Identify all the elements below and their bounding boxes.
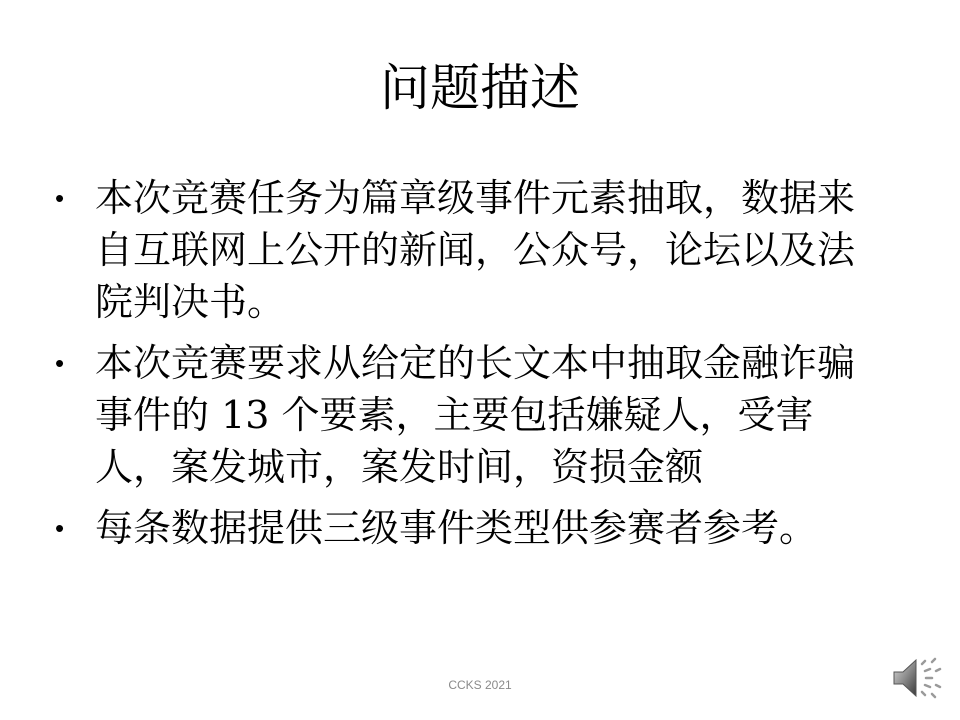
bullet-marker: •	[55, 513, 65, 543]
slide-footer: CCKS 2021	[448, 678, 512, 692]
bullet-text: 本次竞赛任务为篇章级事件元素抽取，数据来自互联网上公开的新闻，公众号，论坛以及法院判决书。	[95, 176, 856, 324]
bullet-list	[55, 172, 885, 563]
speaker-icon[interactable]	[890, 654, 944, 702]
bullet-marker: •	[55, 348, 65, 378]
slide-title: 问题描述	[380, 59, 580, 117]
bullet-item	[55, 502, 885, 554]
bullet-marker: •	[55, 183, 65, 213]
bullet-item	[55, 337, 885, 493]
bullet-text: 本次竞赛要求从给定的长文本中抽取金融诈骗事件的 13 个要素，主要包括嫌疑人，受害人，案发城市，案发时间，资损金额	[95, 341, 856, 489]
bullet-text: 每条数据提供三级事件类型供参赛者参考。	[95, 506, 818, 550]
bullet-item	[55, 172, 885, 328]
speaker-icon-graphic	[890, 654, 944, 702]
